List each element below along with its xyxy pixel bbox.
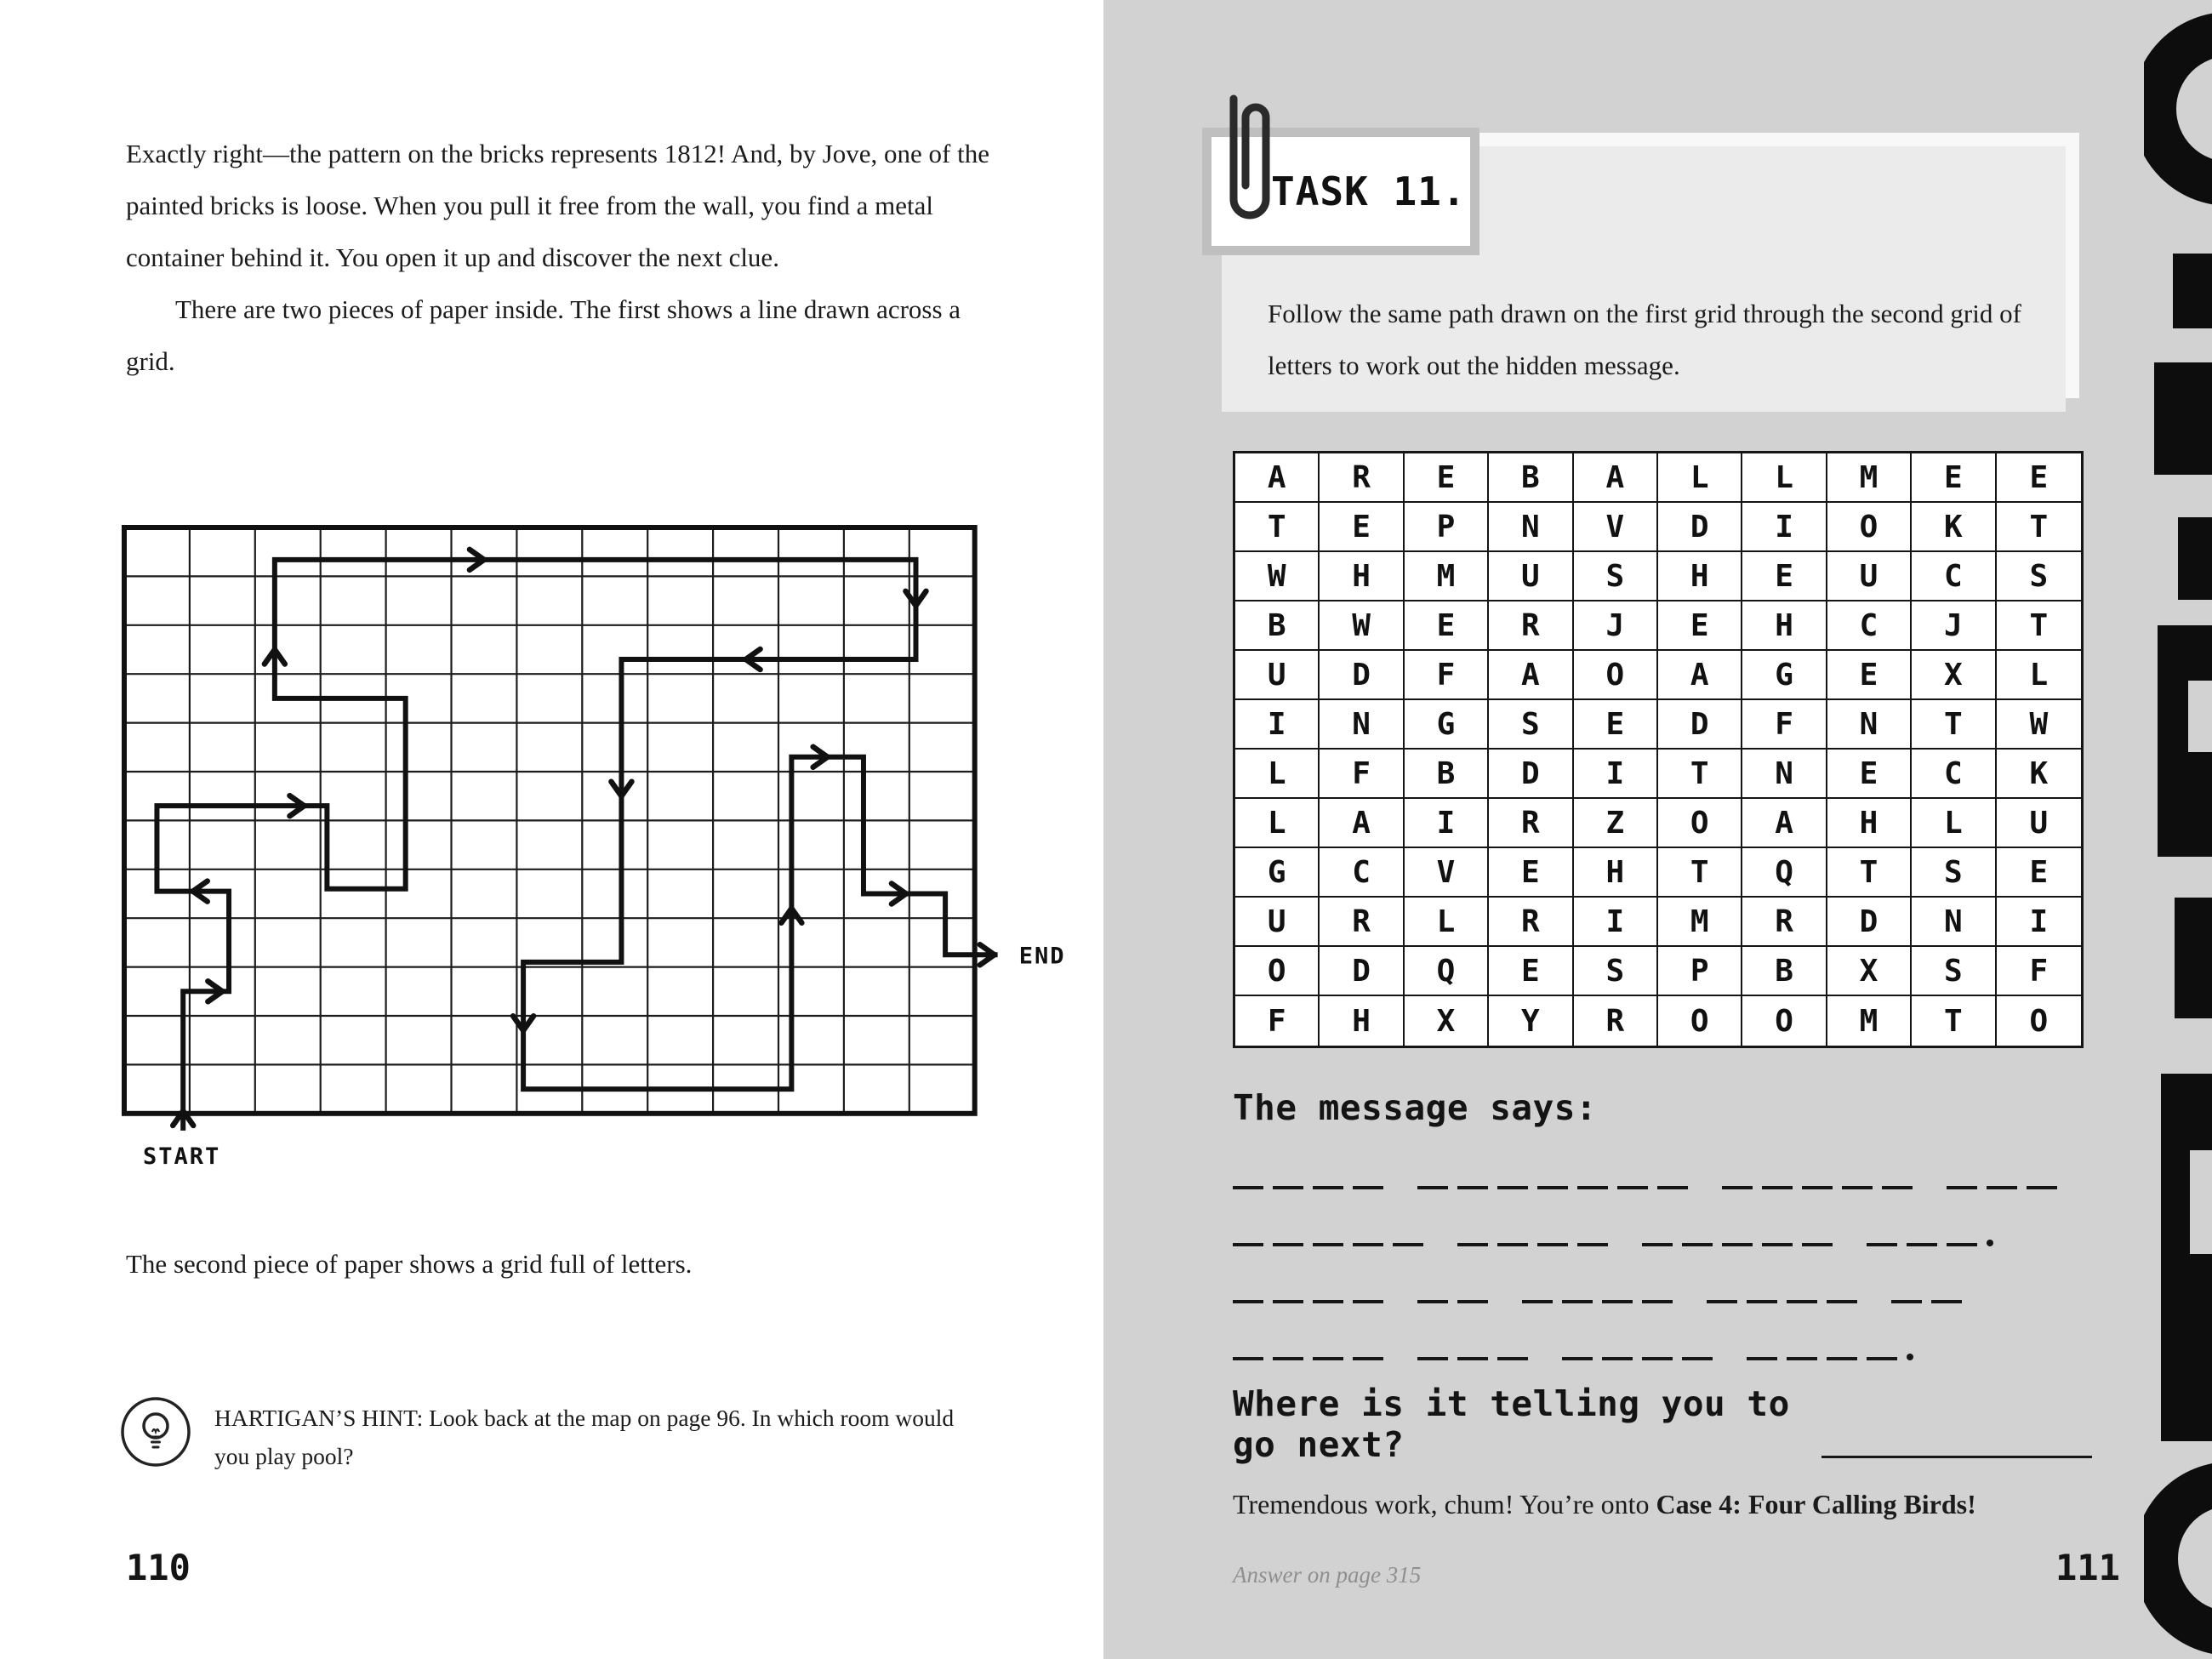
grid-cell: P — [1405, 503, 1489, 552]
grid-cell: Q — [1405, 947, 1489, 996]
grid-cell: N — [1912, 898, 1996, 947]
paperclip-icon — [1215, 83, 1276, 258]
grid-cell: F — [1405, 651, 1489, 700]
letter-blank — [1867, 1357, 1897, 1360]
letter-blank — [1602, 1357, 1633, 1360]
grid-cell: G — [1405, 700, 1489, 750]
blank-line — [1233, 1326, 2092, 1360]
grid-cell: D — [1658, 700, 1742, 750]
letter-blank — [1657, 1186, 1688, 1189]
letter-blank — [1931, 1300, 1962, 1303]
letter-blank — [1802, 1243, 1833, 1246]
grid-cell: T — [1997, 503, 2081, 552]
grid-cell: R — [1489, 799, 1573, 848]
grid-cell: B — [1235, 601, 1320, 651]
blank-word — [1233, 1186, 1383, 1189]
grid-cell: T — [1827, 848, 1912, 898]
grid-cell: E — [1405, 601, 1489, 651]
grid-cell: M — [1827, 453, 1912, 503]
path-grid-figure — [119, 521, 1080, 1201]
footer-bold: Case 4: Four Calling Birds! — [1656, 1489, 1976, 1519]
grid-cell: I — [1235, 700, 1320, 750]
blank-word — [1707, 1300, 1857, 1303]
grid-cell: F — [1742, 700, 1827, 750]
grid-cell: R — [1320, 898, 1404, 947]
grid-cell: L — [1235, 750, 1320, 799]
grid-cell: A — [1320, 799, 1404, 848]
grid-cell: R — [1489, 601, 1573, 651]
grid-cell: J — [1574, 601, 1658, 651]
letter-blank — [1987, 1186, 2017, 1189]
grid-cell: O — [1235, 947, 1320, 996]
blank-line — [1233, 1155, 2092, 1189]
grid-cell: Z — [1574, 799, 1658, 848]
grid-cell: D — [1827, 898, 1912, 947]
blank-word — [1947, 1186, 2057, 1189]
grid-cell: O — [1658, 799, 1742, 848]
footer-text — [1233, 1489, 2118, 1520]
grid-cell: S — [1912, 848, 1996, 898]
blank-line — [1233, 1212, 2092, 1246]
letter-blank — [1747, 1357, 1777, 1360]
grid-cell: E — [1827, 651, 1912, 700]
paragraph: There are two pieces of paper inside. The first shows a line drawn across a grid. — [126, 294, 961, 376]
letter-blank — [1577, 1243, 1608, 1246]
grid-cell: B — [1405, 750, 1489, 799]
letter-blank — [1762, 1186, 1793, 1189]
answer-blank-line — [1821, 1456, 2092, 1458]
letter-blank — [1682, 1243, 1713, 1246]
grid-cell: A — [1574, 453, 1658, 503]
blank-line — [1233, 1269, 2092, 1303]
grid-cell: I — [1405, 799, 1489, 848]
grid-cell: A — [1742, 799, 1827, 848]
grid-cell: J — [1912, 601, 1996, 651]
letter-blank — [1577, 1186, 1608, 1189]
letter-blank — [1313, 1357, 1343, 1360]
grid-cell: Y — [1489, 996, 1573, 1046]
path-arrows — [173, 550, 995, 1126]
grid-cell: R — [1574, 996, 1658, 1046]
letter-blank — [1233, 1357, 1263, 1360]
grid-cell: V — [1405, 848, 1489, 898]
grid-cell: H — [1574, 848, 1658, 898]
grid-cell: P — [1658, 947, 1742, 996]
grid-cell: L — [1742, 453, 1827, 503]
paragraph: Exactly right—the pattern on the bricks represents 1812! And, by Jove, one of the painted bricks is loose. When you pull it free from the wall, you find a metal container behind it. You open it up and discover the next clue. — [126, 139, 989, 272]
letter-blank — [2027, 1186, 2057, 1189]
letter-grid — [1233, 451, 2084, 1048]
letter-blank — [1891, 1300, 1922, 1303]
grid-cell: W — [1320, 601, 1404, 651]
letter-blank — [1313, 1186, 1343, 1189]
grid-cell: T — [1912, 996, 1996, 1046]
grid-cell: E — [1405, 453, 1489, 503]
grid-cell: L — [1912, 799, 1996, 848]
grid-cell: F — [1320, 750, 1404, 799]
grid-cell: B — [1742, 947, 1827, 996]
period-dot — [1987, 1240, 1993, 1246]
task-title: TASK 11. — [1271, 168, 1467, 214]
grid-cell: Q — [1742, 848, 1827, 898]
letter-blank — [1457, 1243, 1488, 1246]
message-blanks — [1233, 1155, 2092, 1383]
grid-cell: S — [1574, 947, 1658, 996]
grid-cell: F — [1235, 996, 1320, 1046]
period-dot — [1907, 1354, 1913, 1360]
grid-cell: H — [1658, 552, 1742, 601]
grid-cell: K — [1997, 750, 2081, 799]
letter-blank — [1642, 1243, 1673, 1246]
grid-cell: E — [1320, 503, 1404, 552]
grid-cell: A — [1489, 651, 1573, 700]
page-number-left: 110 — [126, 1547, 191, 1588]
grid-cell: E — [1489, 947, 1573, 996]
grid-cell: X — [1827, 947, 1912, 996]
grid-cell: E — [1742, 552, 1827, 601]
instruction-text: Follow the same path drawn on the first grid through the second grid of letters to work out the hidden message. — [1268, 299, 2021, 380]
letter-blank — [1787, 1357, 1817, 1360]
letter-blank — [1747, 1300, 1777, 1303]
grid-cell: F — [1997, 947, 2081, 996]
grid-cell: B — [1489, 453, 1573, 503]
letter-blank — [1842, 1186, 1873, 1189]
grid-cell: E — [1997, 453, 2081, 503]
letter-blank — [1273, 1300, 1303, 1303]
grid-cell: T — [1658, 848, 1742, 898]
letter-blank — [1882, 1186, 1913, 1189]
letter-blank — [1682, 1357, 1713, 1360]
letter-blank — [1353, 1357, 1383, 1360]
grid-cell: R — [1489, 898, 1573, 947]
blank-word — [1233, 1243, 1423, 1246]
grid-cell: H — [1742, 601, 1827, 651]
letter-blank — [1313, 1300, 1343, 1303]
grid-cell: V — [1574, 503, 1658, 552]
grid-cell: S — [1997, 552, 2081, 601]
grid-cell: T — [1912, 700, 1996, 750]
blank-word — [1417, 1357, 1528, 1360]
lightbulb-icon — [119, 1395, 192, 1473]
grid-cell: W — [1997, 700, 2081, 750]
letter-blank — [1233, 1300, 1263, 1303]
grid-cell: H — [1320, 552, 1404, 601]
letter-blank — [1642, 1357, 1673, 1360]
letter-blank — [1707, 1300, 1737, 1303]
end-label: END — [1018, 943, 1066, 970]
letter-blank — [1353, 1300, 1383, 1303]
letter-blank — [1417, 1300, 1448, 1303]
letter-blank — [1417, 1357, 1448, 1360]
blank-word — [1642, 1243, 1833, 1246]
letter-blank — [1273, 1186, 1303, 1189]
grid-cell: L — [1405, 898, 1489, 947]
letter-blank — [1722, 1243, 1753, 1246]
blank-word — [1233, 1300, 1383, 1303]
letter-blank — [1867, 1243, 1897, 1246]
grid-cell: O — [1574, 651, 1658, 700]
grid-cell: E — [1912, 453, 1996, 503]
grid-cell: H — [1827, 799, 1912, 848]
blank-word — [1722, 1186, 1913, 1189]
grid-cell: R — [1742, 898, 1827, 947]
grid-cell: L — [1658, 453, 1742, 503]
grid-cell: L — [1235, 799, 1320, 848]
grid-cell: D — [1320, 651, 1404, 700]
grid-cell: E — [1997, 848, 2081, 898]
hint-body: Look back at the map on page 96. In which room would you play pool? — [214, 1405, 955, 1469]
letter-blank — [1497, 1186, 1528, 1189]
grid-cell: E — [1658, 601, 1742, 651]
letter-blank — [1827, 1300, 1857, 1303]
letter-blank — [1313, 1243, 1343, 1246]
grid-cell: E — [1489, 848, 1573, 898]
start-label: START — [143, 1143, 221, 1170]
figure-caption: The second piece of paper shows a grid full of letters. — [126, 1249, 693, 1279]
grid-cell: X — [1912, 651, 1996, 700]
message-label: The message says: — [1233, 1087, 1598, 1128]
letter-blank — [1617, 1186, 1648, 1189]
hint-block — [119, 1395, 1021, 1475]
blank-word — [1417, 1186, 1688, 1189]
letter-blank — [1353, 1243, 1383, 1246]
grid-cell: D — [1489, 750, 1573, 799]
grid-cell: U — [1489, 552, 1573, 601]
letter-blank — [1497, 1357, 1528, 1360]
question-text: Where is it telling you to go next? — [1233, 1383, 1790, 1465]
question-row — [1233, 1383, 2092, 1465]
answer-page-note: Answer on page 315 — [1233, 1562, 1422, 1588]
grid-cell: N — [1489, 503, 1573, 552]
blank-word — [1867, 1240, 1993, 1246]
maze-path — [157, 560, 997, 1131]
grid-cell: U — [1997, 799, 2081, 848]
grid-cell: I — [1574, 898, 1658, 947]
letter-blank — [1353, 1186, 1383, 1189]
letter-blank — [1562, 1357, 1593, 1360]
letter-blank — [1522, 1300, 1553, 1303]
letter-blank — [1497, 1243, 1528, 1246]
blank-word — [1233, 1357, 1383, 1360]
blank-word — [1562, 1357, 1713, 1360]
hint-label: HARTIGAN’S HINT: — [214, 1405, 424, 1431]
grid-cell: D — [1320, 947, 1404, 996]
page-edge-decoration — [2144, 0, 2212, 1659]
blank-word — [1417, 1300, 1488, 1303]
grid-cell: O — [2029, 1003, 2049, 1039]
grid-cell: I — [1997, 898, 2081, 947]
grid-cell: N — [1827, 700, 1912, 750]
letter-blank — [1907, 1243, 1937, 1246]
letter-blank — [1417, 1186, 1448, 1189]
grid-cell: G — [1742, 651, 1827, 700]
letter-blank — [1562, 1300, 1593, 1303]
grid-cell: T — [1997, 601, 2081, 651]
letter-blank — [1602, 1300, 1633, 1303]
grid-cell: M — [1827, 996, 1912, 1046]
grid-cell: C — [1912, 750, 1996, 799]
grid-cell: N — [1742, 750, 1827, 799]
letter-blank — [1457, 1300, 1488, 1303]
grid-cell: E — [1827, 750, 1912, 799]
letter-blank — [1642, 1300, 1673, 1303]
grid-cell: A — [1235, 453, 1320, 503]
grid-cell: S — [1489, 700, 1573, 750]
letter-blank — [1722, 1186, 1753, 1189]
letter-blank — [1787, 1300, 1817, 1303]
grid-cell: C — [1912, 552, 1996, 601]
grid-cell: H — [1320, 996, 1404, 1046]
letter-blank — [1273, 1243, 1303, 1246]
letter-blank — [1537, 1243, 1568, 1246]
grid-cell: S — [1574, 552, 1658, 601]
grid-cell: O — [1742, 996, 1827, 1046]
grid-cell: N — [1320, 700, 1404, 750]
hint-text — [214, 1399, 963, 1475]
letter-blank — [1537, 1186, 1568, 1189]
grid-cell: O — [1658, 996, 1742, 1046]
maze-svg — [119, 521, 1080, 1201]
blank-word — [1522, 1300, 1673, 1303]
grid-cell: U — [1827, 552, 1912, 601]
grid-cell: U — [1235, 898, 1320, 947]
grid-cell: D — [1658, 503, 1742, 552]
grid-cell: R — [1320, 453, 1404, 503]
grid-cell: L — [1997, 651, 2081, 700]
grid-cell: X — [1405, 996, 1489, 1046]
grid-cell: E — [1574, 700, 1658, 750]
blank-word — [1747, 1354, 1913, 1360]
page-number-right: 111 — [2055, 1547, 2120, 1588]
letter-blank — [1947, 1186, 1977, 1189]
grid-cell: A — [1658, 651, 1742, 700]
grid-cell: T — [1658, 750, 1742, 799]
grid-cell: C — [1320, 848, 1404, 898]
grid-cell: T — [1235, 503, 1320, 552]
maze-gridlines — [124, 527, 975, 1114]
letter-blank — [1802, 1186, 1833, 1189]
letter-blank — [1273, 1357, 1303, 1360]
grid-cell: O — [1827, 503, 1912, 552]
letter-blank — [1457, 1357, 1488, 1360]
grid-cell: U — [1235, 651, 1320, 700]
grid-cell: C — [1827, 601, 1912, 651]
grid-cell: W — [1235, 552, 1320, 601]
letter-blank — [1947, 1243, 1977, 1246]
grid-cell: S — [1912, 947, 1996, 996]
blank-word — [1891, 1300, 1962, 1303]
letter-blank — [1457, 1186, 1488, 1189]
grid-cell: G — [1235, 848, 1320, 898]
blank-word — [1457, 1243, 1608, 1246]
footer-regular: Tremendous work, chum! You’re onto — [1233, 1489, 1656, 1519]
letter-blank — [1827, 1357, 1857, 1360]
grid-cell: M — [1405, 552, 1489, 601]
letter-blank — [1233, 1243, 1263, 1246]
grid-cell: I — [1574, 750, 1658, 799]
grid-cell: M — [1658, 898, 1742, 947]
grid-cell: I — [1742, 503, 1827, 552]
letter-blank — [1393, 1243, 1423, 1246]
letter-blank — [1762, 1243, 1793, 1246]
grid-cell: K — [1912, 503, 1996, 552]
story-text — [126, 128, 1006, 387]
letter-blank — [1233, 1186, 1263, 1189]
